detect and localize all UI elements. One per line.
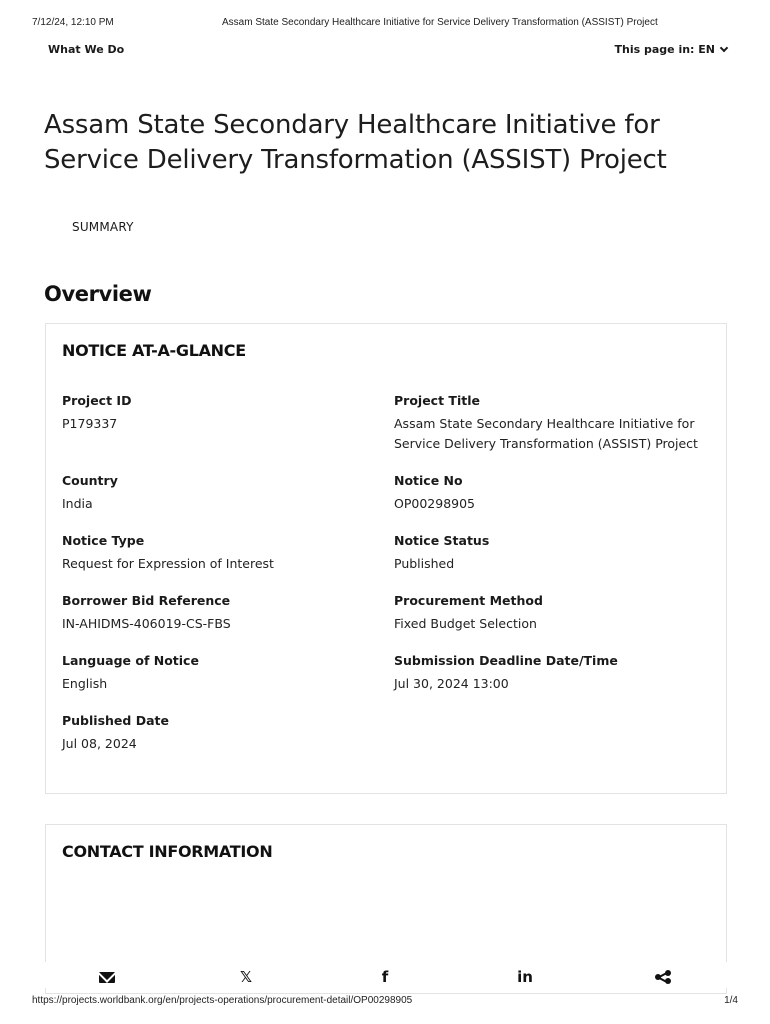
field-value: Assam State Secondary Healthcare Initiative for Service Delivery Transformation (ASSIST) Project [394,416,698,451]
field-value: IN-AHIDMS-406019-CS-FBS [62,616,231,631]
share-email-button[interactable] [92,966,122,988]
share-x-button[interactable] [231,966,261,988]
print-page-number: 1/4 [724,995,738,1006]
field-value: Jul 08, 2024 [62,736,137,751]
page-title [44,108,744,178]
field-notice-status [394,533,709,574]
page-title-line-1: Assam State Secondary Healthcare Initiative for [44,110,660,140]
field-borrower-bid-reference [62,593,382,634]
print-document-title: Assam State Secondary Healthcare Initiative for Service Delivery Transformation (ASSIST) Project [222,17,658,28]
field-label: Country [62,473,118,488]
tab-summary[interactable]: SUMMARY [72,220,134,234]
field-label: Language of Notice [62,653,199,668]
field-label: Published Date [62,713,169,728]
share-bar [30,962,740,988]
field-label: Procurement Method [394,593,543,608]
notice-at-a-glance-card [45,323,727,794]
notice-card-title: NOTICE AT-A-GLANCE [62,341,246,360]
print-footer [32,995,738,1007]
page-title-line-2: Service Delivery Transformation (ASSIST) Project [44,145,667,175]
field-label: Notice No [394,473,463,488]
top-bar [48,43,727,61]
field-language-of-notice [62,653,382,694]
linkedin-icon: in [517,968,533,986]
field-notice-no [394,473,709,514]
envelope-icon [99,972,115,983]
field-label: Notice Status [394,533,490,548]
field-value: OP00298905 [394,496,475,511]
field-value: Jul 30, 2024 13:00 [394,676,509,691]
field-label: Project Title [394,393,480,408]
contact-card-title: CONTACT INFORMATION [62,842,273,861]
share-more-button[interactable] [648,966,678,988]
field-value: India [62,496,93,511]
field-value: Fixed Budget Selection [394,616,537,631]
field-value: English [62,676,108,691]
share-facebook-button[interactable] [370,966,400,988]
print-url: https://projects.worldbank.org/en/projects-operations/procurement-detail/OP00298905 [32,995,413,1006]
share-linkedin-button[interactable] [510,966,540,988]
chevron-down-icon [720,43,728,51]
field-published-date [62,713,382,754]
overview-heading: Overview [44,282,152,306]
print-datetime: 7/12/24, 12:10 PM [32,17,114,28]
field-project-title [394,393,709,454]
field-project-id [62,393,382,434]
field-notice-type [62,533,382,574]
what-we-do-link[interactable]: What We Do [48,43,125,56]
field-procurement-method [394,593,709,634]
field-label: Project ID [62,393,132,408]
field-value: Request for Expression of Interest [62,556,274,571]
x-logo-icon: 𝕏 [239,968,253,986]
share-icon [655,970,671,984]
field-country [62,473,382,514]
field-submission-deadline [394,653,709,694]
language-selector-label: This page in: EN [614,43,715,56]
field-value: Published [394,556,455,571]
language-selector[interactable] [615,43,728,56]
field-label: Borrower Bid Reference [62,593,231,608]
field-label: Submission Deadline Date/Time [394,653,618,668]
field-value: P179337 [62,416,118,431]
print-header [32,17,738,31]
field-label: Notice Type [62,533,145,548]
facebook-icon: f [381,968,389,986]
